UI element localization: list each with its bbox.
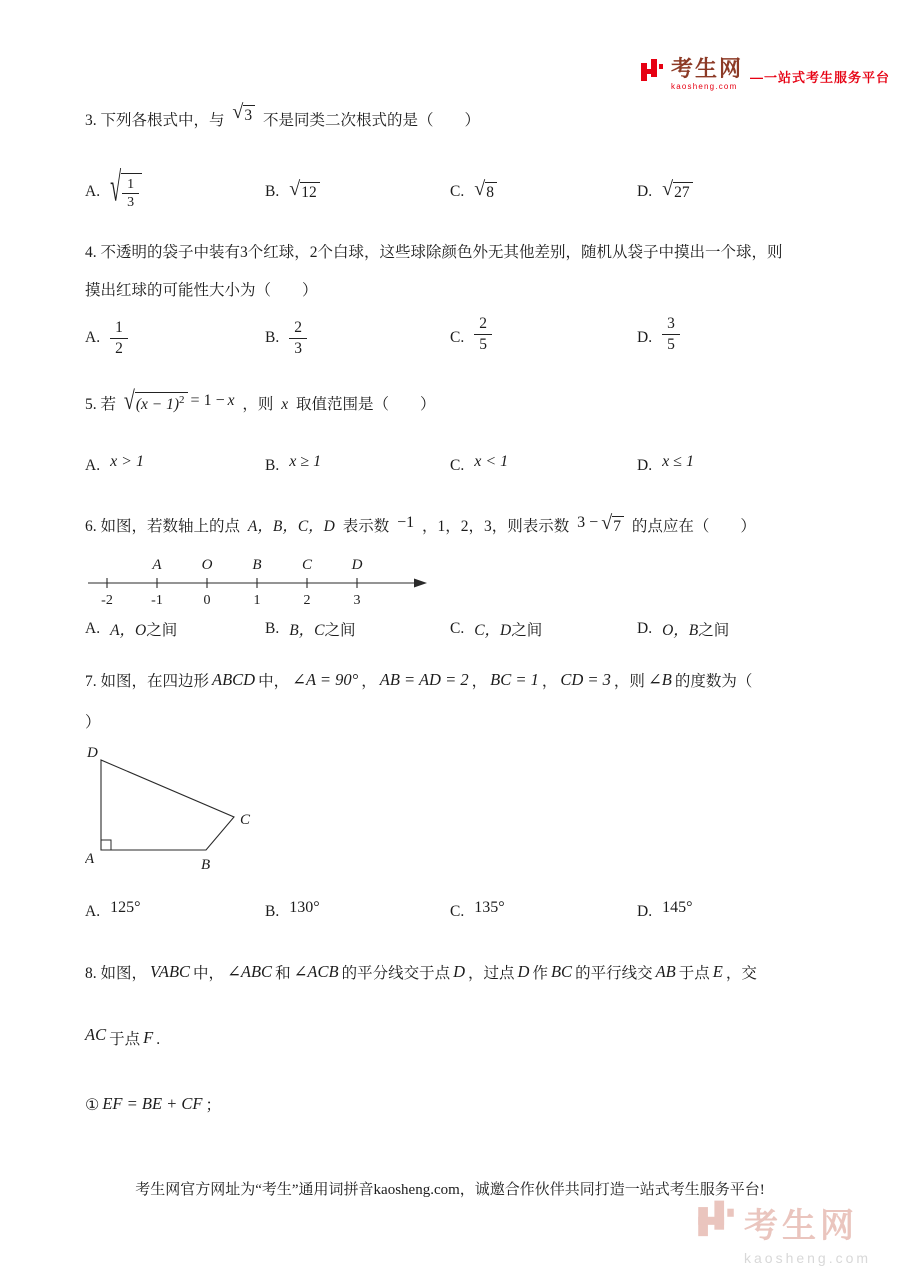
option-label: B.	[265, 183, 280, 200]
fraction-3-5: $\frac{3}{5}$	[662, 314, 680, 354]
equation-sqrt-x-minus-1-squared: √ $(x - 1)^2$ = 1 − x	[123, 387, 235, 416]
question-3-text-2: 不是同类二次根式的是（ ）	[263, 112, 481, 129]
option-6-d: D. O，B之间	[637, 620, 730, 639]
option-5-b: B. x ≥ 1	[265, 453, 322, 474]
option-7-b: B. 130°	[265, 899, 320, 920]
option-6-a: A. A，O之间	[85, 620, 178, 639]
watermark-name: 考生网	[744, 1207, 858, 1245]
question-7-stem-line-1: 7. 如图，在四边形 ABCD 中， ∠A = 90° ， AB = AD = 2 ， BC = 1 ， CD = 3 ，则 ∠B 的度数为（	[85, 670, 753, 690]
question-6-options	[0, 614, 900, 644]
option-6-c: C. C，D之间	[450, 620, 543, 639]
sqrt-12: √ 12	[289, 182, 319, 202]
question-7-stem-line-2: ）	[85, 714, 101, 731]
axis-point-label: D	[351, 557, 363, 573]
option-6-b: B. B，C之间	[265, 620, 356, 639]
question-8-item-1: ① EF = BE + CF ；	[85, 1094, 222, 1114]
sqrt-27: √ 27	[662, 182, 692, 202]
vertex-label-c: C	[240, 812, 251, 828]
fraction-2-5: $\frac{2}{5}$	[474, 314, 492, 354]
axis-tick-label: 2	[303, 593, 311, 608]
axis-arrow-icon	[414, 579, 427, 588]
option-7-c: C. 135°	[450, 899, 505, 920]
option-3-a	[85, 164, 142, 216]
option-5-d: D. x ≤ 1	[637, 453, 694, 474]
axis-point-label: B	[252, 557, 262, 573]
option-7-d: D. 145°	[637, 899, 693, 920]
radical-sign: √	[123, 387, 135, 416]
option-label: D.	[637, 329, 653, 346]
question-4-stem-line-1: 4. 不透明的袋子中装有3个红球，2个白球，这些球除颜色外无其他差别，随机从袋子中摸出一个球，则	[85, 244, 783, 261]
brand-text-block	[671, 58, 743, 91]
question-5-stem: 5. 若 √ $(x - 1)^2$ = 1 − x ，则 x 取值范围是（ ）	[85, 387, 436, 416]
brand-name: 考生网	[671, 56, 744, 81]
triangle-symbol: V	[150, 962, 159, 981]
page-footer-text: 考生网官方网址为“考生”通用词拼音kaosheng.com，诚邀合作伙伴共同打造一站式考生服务平台!	[135, 1182, 765, 1198]
option-3-b	[265, 168, 320, 216]
option-7-a: A. 125°	[85, 899, 141, 920]
question-5-options	[0, 448, 900, 484]
point-letters: A，B，C，D	[247, 518, 335, 535]
number-neg-1: −1	[397, 514, 415, 531]
question-4-stem-line-2: 摸出红球的可能性大小为（ ）	[85, 282, 318, 299]
radicand: 3	[243, 105, 255, 125]
axis-point-label: C	[301, 557, 313, 573]
question-3-text-1: 3. 下列各根式中，与	[85, 112, 225, 129]
option-label: A.	[85, 183, 101, 200]
axis-tick-label: 3	[353, 593, 361, 608]
vertex-label-d: D	[87, 745, 98, 761]
radical-sign: √	[289, 178, 301, 201]
axis-tick-label: -2	[101, 593, 113, 608]
question-3-options	[0, 164, 900, 216]
question-8-stem-line-1: 8. 如图， VABC 中， ∠ABC 和 ∠ACB 的平分线交于点 D ，过点 D 作 BC 的平行线交 AB 于点 E ，交	[85, 962, 757, 982]
kaosheng-logo-icon	[640, 58, 664, 89]
right-angle-mark	[101, 840, 111, 850]
option-3-d	[637, 168, 693, 216]
variable-x: x	[281, 396, 289, 414]
option-label: A.	[85, 329, 101, 346]
fraction-1-2: $\frac{1}{2}$	[110, 318, 128, 358]
brand-domain: kaosheng.com	[671, 82, 738, 91]
option-label: B.	[265, 329, 280, 346]
fraction-2-3: $\frac{2}{3}$	[289, 318, 307, 358]
radical-sign: √	[662, 178, 674, 201]
option-4-d	[637, 312, 680, 364]
axis-point-label: O	[201, 557, 213, 573]
sqrt-3-expression	[232, 100, 255, 125]
radical-sign: √	[601, 512, 613, 535]
equation-ef: EF = BE + CF	[102, 1094, 203, 1113]
circled-number-1: ①	[85, 1097, 100, 1114]
option-label: C.	[450, 329, 465, 346]
sqrt-fraction-1-3	[110, 164, 142, 212]
option-4-a	[85, 312, 128, 364]
axis-point-label: A	[152, 557, 162, 573]
fraction: $\frac{1}{3}$	[122, 176, 139, 212]
vertex-label-a: A	[85, 851, 95, 867]
kaosheng-watermark-icon	[696, 1199, 736, 1246]
option-4-b	[265, 312, 307, 364]
watermark-domain: kaosheng.com	[744, 1250, 872, 1266]
question-8-stem-line-2: AC 于点 F .	[85, 1025, 161, 1048]
number-line-figure	[85, 556, 430, 608]
watermark	[696, 1198, 871, 1266]
brand-tagline: —一站式考生服务平台	[750, 70, 891, 85]
axis-tick-label: -1	[151, 593, 163, 608]
option-5-a: A. x > 1	[85, 453, 144, 474]
axis-tick-label: 0	[203, 593, 211, 608]
question-7-options	[0, 894, 900, 930]
option-5-c: C. x < 1	[450, 453, 509, 474]
sqrt-8: √ 8	[474, 182, 497, 202]
expression-3-minus-sqrt-7: 3 − √ 7	[577, 510, 624, 536]
option-label: D.	[637, 183, 653, 200]
axis-tick-label: 1	[253, 593, 261, 608]
question-3-stem	[85, 100, 481, 134]
site-header-logo	[640, 58, 890, 91]
radical-sign: √	[474, 178, 486, 201]
question-4-options	[0, 312, 900, 364]
question-6-stem: 6. 如图，若数轴上的点 A，B，C，D 表示数 −1 ，1，2，3，则表示数 3 − √ 7 的点应在（ ）	[85, 514, 756, 540]
quadrilateral-figure	[85, 744, 275, 876]
radical-sign: √	[110, 164, 122, 211]
vertex-label-b: B	[201, 857, 211, 873]
option-4-c	[450, 312, 492, 364]
option-3-c	[450, 168, 497, 216]
option-label: C.	[450, 183, 465, 200]
radical-sign: √	[232, 100, 244, 123]
